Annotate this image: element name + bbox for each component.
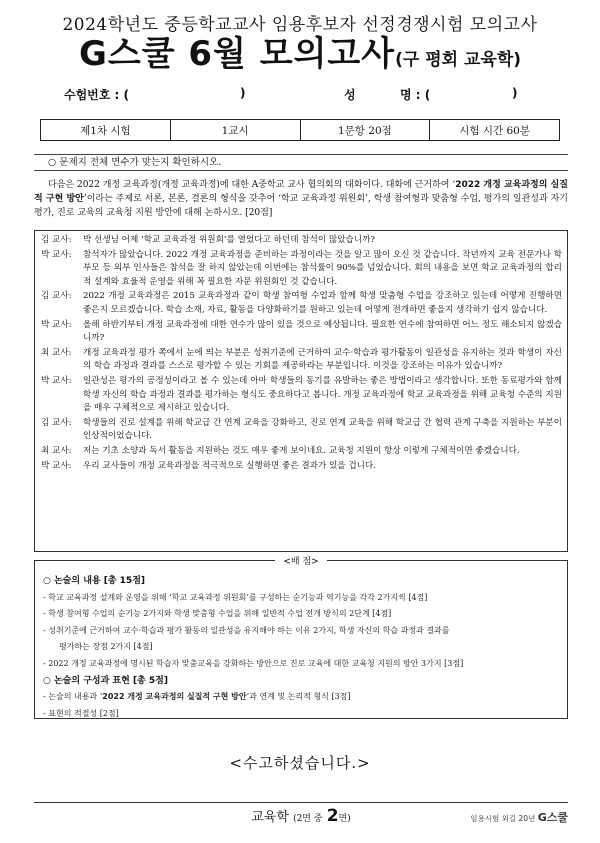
scoring-label-text: <배 점> [275, 557, 326, 567]
intro-bold-topic: 2022 개정 교육과정의 실질적 구현 방안 [34, 180, 568, 204]
dialogue-text: 올해 하반기부터 개정 교육과정에 대한 연수가 많이 있을 것으로 예상됩니다. 필요한 연수에 참여하면 어느 정도 해소되지 않겠습니까? [83, 319, 562, 344]
structure-section-heading: ○ 논술의 구성과 표현 [총 5점] [43, 675, 168, 686]
condition-item: - 표현의 적절성 [2점] [43, 708, 119, 718]
condition-item: - 2022 개정 교육과정에 명시된 학습자 맞춤교육을 강화하는 방안으로 진로 교육에 대한 교육청 지원의 방안 3가지 [3점] [43, 658, 464, 668]
candidate-number-label: 수험번호 : ( [64, 88, 130, 102]
name-label: 성 [344, 88, 356, 102]
dialogue-text: 참석자가 많았습니다. 2022 개정 교육과정을 준비하는 과정이라는 것을 알고 많이 오신 것 같습니다. 작년까지 교육 전문가나 학부모 등 외부 인사들은 참석을 잘 하지 않았는데 이번에는 참석률이 90%를 넘었습니다. 회의 내용을 보면 학교 교육과정의 합리적 설계와 효율적 운영을 위해 꼭 필요한 자문 위원회인 것 같습니다. [83, 249, 562, 287]
footer-page-pre: (2면 중 [293, 814, 323, 824]
dialogue-speaker: 최 교사: [41, 347, 72, 358]
dialogue-text: 저는 기초 소양과 독서 활동을 지원하는 것도 매우 좋게 보이네요. 교육청 지원이 항상 이렇게 구체적이면 좋겠습니다. [83, 445, 520, 456]
footer-page-post: 면) [338, 814, 351, 824]
exam-questions: 1문항 20점 [300, 120, 430, 140]
condition-item-post: ’과 연계 및 논리적 형식 [3점] [246, 692, 351, 702]
dialogue-turn [41, 445, 562, 459]
exam-title: 2024학년도 중등학교교사 임용후보자 선정경쟁시험 모의고사 [62, 15, 538, 35]
dialogue-speaker: 박 교사: [41, 375, 72, 386]
scoring-conditions-box [34, 557, 568, 719]
dialogue-turn [41, 249, 562, 290]
main-subtitle: (구 평회 교육학) [395, 50, 522, 70]
condition-item-continued: 평가하는 장점 2가지 [4점] [59, 642, 153, 652]
dialogue-text: 학생들의 진로 설계를 위해 학교급 간 연계 교육을 강화하고, 진로 연계 교육을 위해 학교급 간 협력 관계 구축을 지원하는 부분이 인상적이었습니다. [83, 417, 562, 442]
dialogue-speaker: 최 교사: [41, 445, 72, 456]
intro-text-1: 다음은 2022 개정 교육과정(개정 교육과정)에 대한 A중학교 교사 협의회의 대화이다. 대화에 근거하여 ‘ [48, 180, 456, 190]
intro-text-2: ’이라는 주제로 서론, 본론, 결론의 형식을 갖추어 ‘학교 교육과정 위원회’, 학생 참여형과 맞춤형 수업, 평가의 일관성과 자기 평가, 진로 교육의 교육청 지원 방안에 대해 논하시오. [20점] [34, 194, 568, 218]
footer-brand-name: G스쿨 [537, 811, 568, 824]
dialogue-speaker: 박 교사: [41, 460, 72, 471]
condition-item [43, 689, 559, 706]
main-title [0, 34, 600, 80]
main-title-text: G스쿨 6월 모의고사 [78, 34, 396, 74]
closing-message: <수고하셨습니다.> [229, 754, 371, 772]
dialogue-turn [41, 375, 562, 416]
content-section-heading: ○ 논술의 내용 [총 15점] [43, 576, 145, 586]
candidate-info-row [64, 86, 534, 104]
dialogue-text: 2022 개정 교육과정은 2015 교육과정과 같이 학생 참여형 수업과 함께 학생 맞춤형 수업을 강조하고 있는데 어떻게 진행하면 좋은지 모르겠습니다. 학습 소재, 자료, 활동을 다양화하기를 원하고 있는데 어떻게 전개하면 좋을지 생각하기 쉽지 않습니다. [83, 291, 562, 315]
dialogue-text: 개정 교육과정 평가 쪽에서 눈에 띄는 부분은 성취기준에 근거하여 교수·학습과 평가활동이 일관성을 유지하는 것과 학생이 자신의 학습 과정과 결과를 스스로 평가할 수 있는 기회를 제공하라는 부분입니다. 이것을 강조하는 이유가 있습니까? [83, 347, 562, 372]
dialogue-turn [41, 319, 562, 346]
dialogue-turn [41, 290, 562, 317]
candidate-number-close: ) [240, 86, 246, 100]
dialogue-text: 박 선생님 어제 ‘학교 교육과정 위원회’를 열었다고 하던데 참석이 많았습니까? [83, 235, 376, 245]
condition-item: - 학생 참여형 수업의 순기능 2가지와 학생 맞춤형 수업을 위해 일반적 수업 전개 방식의 2단계 [4점] [43, 609, 392, 619]
dialogue-box [34, 230, 568, 552]
dialogue-turn [41, 234, 562, 248]
exam-session: 제1차 시험 [80, 124, 131, 137]
condition-item: - 학교 교육과정 설계와 운영을 위해 ‘학교 교육과정 위원회’를 구성하는 순기능과 역기능을 각각 2가지씩 [4점] [43, 592, 428, 602]
exam-time: 시험 시간 60분 [429, 120, 559, 140]
dialogue-speaker: 김 교사: [41, 291, 72, 302]
dialogue-speaker: 김 교사: [41, 235, 72, 245]
dialogue-speaker: 박 교사: [41, 249, 72, 260]
footer-subject: 교육학 [251, 810, 289, 825]
dialogue-turn [41, 417, 562, 444]
dialogue-speaker: 김 교사: [41, 417, 72, 428]
condition-item-pre: - 논술의 내용과 ‘ [43, 692, 103, 702]
condition-item-bold: 2022 개정 교육과정의 실질적 구현 방안 [102, 692, 247, 702]
scoring-label [35, 554, 567, 571]
footer-brand [470, 809, 568, 825]
dialogue-text: 일관성은 평가의 공정성이라고 볼 수 있는데 아마 학생들의 동기를 유발하는 좋은 방법이라고 생각합니다. 또한 동료평가와 함께 학생 자신의 학습 과정과 결과를 평가하는 형식도 중요하다고 봅니다. 개정 교육과정에 학교 교육과정을 위해 교육청 수준의 지원을 매우 구체적으로 제시하고 있습니다. [83, 375, 562, 414]
name-label-rest: 명 : ( [400, 88, 431, 102]
name-close: ) [512, 86, 518, 100]
dialogue-speaker: 박 교사: [41, 319, 72, 330]
dialogue-turn [41, 347, 562, 374]
dialogue-turn [41, 460, 562, 474]
condition-item: - 성취기준에 근거하여 교수·학습과 평가 활동의 일관성을 유지해야 하는 이유 2가지, 학생 자신의 학습 과정과 결과를 [43, 625, 450, 635]
notice-bar: ○ 문제지 전체 면수가 맞는지 확인하시오. [34, 154, 568, 171]
dialogue-text: 우리 교사들이 개정 교육과정을 적극적으로 실행하면 좋은 결과가 있을 겁니다. [83, 460, 376, 471]
footer-page-number: 2 [326, 806, 339, 826]
footer-slogan: 임용시험 외길 20년 [470, 814, 536, 823]
exam-period: 1교시 [170, 120, 300, 140]
exam-info-table [40, 119, 560, 141]
question-intro [34, 178, 568, 220]
page-footer [34, 802, 568, 826]
